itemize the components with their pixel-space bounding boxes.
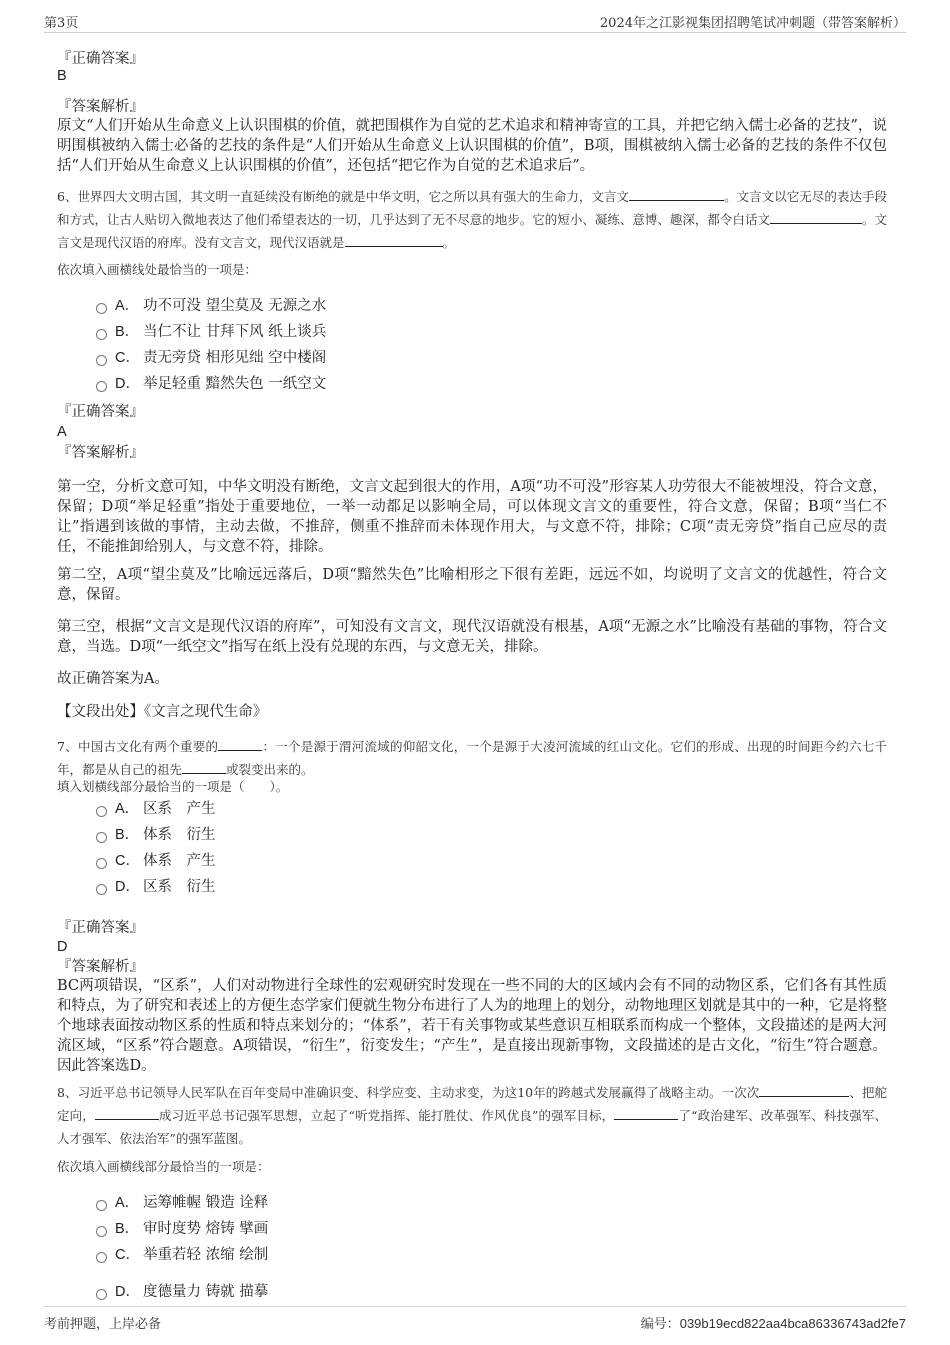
q8-stem: 8、习近平总书记领导人民军队在百年变局中准确识变、科学应变、主动求变，为这10年的跨越式发展赢得了战略主动。一次次 、把舵定向， 成习近平总书记强军思想，立起了“听党指挥、能打胜仗、作风优良”的强军目标， 了“政治建军、改革强军、科技强军、人才强军、依法治军”的强军蓝图。 [57, 1085, 887, 1146]
radio-icon[interactable] [96, 303, 107, 314]
q5-analysis-text: 原文“人们开始从生命意义上认识围棋的价值，就把围棋作为自觉的艺术追求和精神寄宣的工具，并把它纳入儒士必备的艺技”，说明围棋被纳入儒士必备的艺技的条件是“人们开始从生命意义上认识围棋的价值”，B项，围棋被纳入儒士必备的艺技的条件不仅包括“人们开始从生命意义上认识围棋的价值”，还包括“把它作为自觉的艺术追求后”。 [57, 118, 887, 174]
q7-option-c[interactable]: C． 体系 产生 [96, 850, 216, 872]
q6-option-a[interactable]: A． 功不可没 望尘莫及 无源之水 [96, 295, 326, 317]
radio-icon[interactable] [96, 884, 107, 895]
blank-1 [759, 1083, 849, 1097]
q6-prompt: 依次填入画横线处最恰当的一项是： [57, 262, 258, 277]
radio-icon[interactable] [96, 858, 107, 869]
q8-option-a[interactable]: A． 运筹帷幄 锻造 诠释 [96, 1192, 268, 1214]
q5-correct-label: 『正确答案』 [57, 51, 144, 67]
radio-icon[interactable] [96, 1252, 107, 1263]
q7-stem: 7、中国古文化有两个重要的 ：一个是源于渭河流域的仰韶文化，一个是源于大凌河流域的红山文化。它们的形成、出现的时间距今约六七千年，都是从自己的祖先 或裂变出来的。 [57, 739, 887, 777]
q8-option-c[interactable]: C． 举重若轻 浓缩 绘制 [96, 1244, 268, 1266]
q7-option-d[interactable]: D． 区系 衍生 [96, 876, 216, 898]
document-title: 2024年之江影视集团招聘笔试冲刺题（带答案解析） [599, 16, 906, 31]
q5-answer: B [57, 68, 67, 84]
q6-stem: 6、世界四大文明古国，其文明一直延续没有断绝的就是中华文明，它之所以具有强大的生命力，文言文 。文言文以它无尽的表达手段和方式，让古人贴切入微地表达了他们希望表达的一切，几乎达到了无不尽意的地步。它的短小、凝练、意博、趣深，都令白话文 。文言文是现代汉语的府库。没有文言文，现代汉语就是 。 [57, 189, 887, 250]
q7-analysis-text: BC两项错误，“区系”，人们对动物进行全球性的宏观研究时发现在一些不同的大的区域内会有不同的动物区系，它们各有其性质和特点，为了研究和表述上的方便生态学家们便就生物分布进行了人为的地理上的划分，动物地理区划就是其中的一种，它是将整个地球表面按动物区系的性质和特点来划分的；“体系”，若干有关事物或某些意识互相联系而构成一个整体，文段描述的是两大河流区域，“区系”符合题意。A项错误，“衍生”，衍变发生；“产生”，是直接出现新事物，文段描述的是古文化，“衍生”符合题意。因此答案选D。 [57, 978, 887, 1074]
q7-answer: D [57, 939, 68, 955]
radio-icon[interactable] [96, 832, 107, 843]
blank-2 [770, 210, 862, 224]
radio-icon[interactable] [96, 806, 107, 817]
footer-slogan: 考前押题，上岸必备 [44, 1317, 162, 1332]
q6-analysis-para-3: 第三空，根据“文言文是现代汉语的府库”，可知没有文言文，现代汉语就没有根基，A项“无源之水”比喻没有基础的事物，符合文意，当选。D项“一纸空文”指写在纸上没有兑现的东西，与文意无关，排除。 [57, 619, 887, 655]
q6-analysis-label: 『答案解析』 [57, 445, 144, 461]
q6-correct-label: 『正确答案』 [57, 404, 144, 420]
q6-option-c[interactable]: C． 责无旁贷 相形见绌 空中楼阁 [96, 347, 326, 369]
page-header [44, 10, 906, 33]
q6-answer: A [57, 424, 67, 440]
page-number: 第3页 [44, 16, 79, 31]
document-code: 编号：039b19ecd822aa4bca86336743ad2fe7 [640, 1316, 906, 1332]
q6-option-b[interactable]: B． 当仁不让 甘拜下风 纸上谈兵 [96, 321, 326, 343]
blank-2 [95, 1106, 159, 1120]
blank-3 [614, 1106, 678, 1120]
radio-icon[interactable] [96, 1289, 107, 1300]
blank-1 [629, 187, 724, 201]
q6-conclusion: 故正确答案为A。 [57, 671, 169, 687]
radio-icon[interactable] [96, 381, 107, 392]
radio-icon[interactable] [96, 329, 107, 340]
q6-option-d[interactable]: D． 举足轻重 黯然失色 一纸空文 [96, 373, 326, 395]
q7-correct-label: 『正确答案』 [57, 920, 144, 936]
radio-icon[interactable] [96, 355, 107, 366]
q6-source: 【文段出处】《文言之现代生命》 [57, 704, 268, 720]
page-footer [44, 1306, 906, 1332]
q8-prompt: 依次填入画横线部分最恰当的一项是： [57, 1159, 270, 1174]
q7-option-b[interactable]: B． 体系 衍生 [96, 824, 216, 846]
blank-2 [182, 760, 226, 774]
q8-option-b[interactable]: B． 审时度势 熔铸 擘画 [96, 1218, 268, 1240]
q5-analysis-label: 『答案解析』 [57, 99, 144, 115]
q7-option-a[interactable]: A． 区系 产生 [96, 798, 216, 820]
q6-analysis-para-1: 第一空，分析文意可知，中华文明没有断绝，文言文起到很大的作用，A项“功不可没”形容某人功劳很大不能被埋没，符合文意，保留；D项“举足轻重”指处于重要地位，一举一动都足以影响全局，可以体现文言文的重要性，符合文意，保留；B项“当仁不让”指遇到该做的事情，主动去做，不推辞，侧重不推辞而未体现作用大，与文意不符，排除；C项“责无旁贷”指自己应尽的责任，不能推卸给别人，与文意不符，排除。 [57, 479, 887, 555]
radio-icon[interactable] [96, 1226, 107, 1237]
blank-1 [218, 737, 262, 751]
q8-option-d[interactable]: D． 度德量力 铸就 描摹 [96, 1281, 268, 1303]
q6-analysis-para-2: 第二空，A项“望尘莫及”比喻远远落后，D项“黯然失色”比喻相形之下很有差距，远远不如，均说明了文言文的优越性，符合文意，保留。 [57, 567, 887, 603]
q7-prompt: 填入划横线部分最恰当的一项是（ ）。 [57, 779, 289, 794]
blank-3 [345, 233, 443, 247]
q7-analysis-label: 『答案解析』 [57, 959, 144, 975]
radio-icon[interactable] [96, 1200, 107, 1211]
